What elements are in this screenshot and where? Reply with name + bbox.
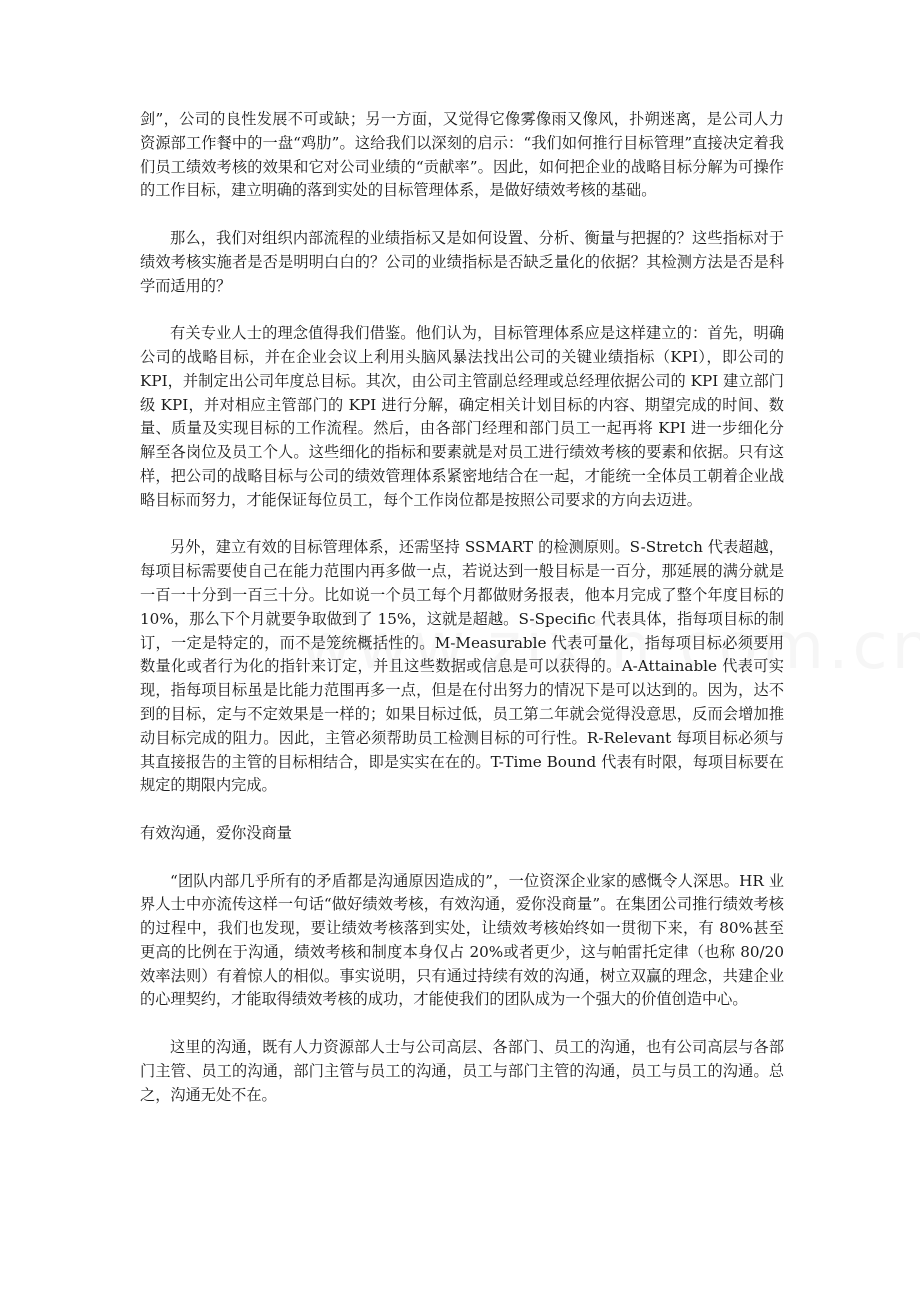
document-body bbox=[140, 108, 784, 1131]
paragraph-3: 有关专业人士的理念值得我们借鉴。他们认为，目标管理体系应是这样建立的：首先，明确公司的战略目标，并在企业会议上利用头脑风暴法找出公司的关键业绩指标（KPI），即公司的 KPI，并制定出公司年度总目标。其次，由公司主管副总经理或总经理依据公司的 KPI 建立部门级 KPI，并对相应主管部门的 KPI 进行分解，确定相关计划目标的内容、期望完成的时间、数量、质量及实现目标的工作流程。然后，由各部门经理和部门员工一起再将 KPI 进一步细化分解至各岗位及员工个人。这些细化的指标和要素就是对员工进行绩效考核的要素和依据。只有这样，把公司的战略目标与公司的绩效管理体系紧密地结合在一起，才能统一全体员工朝着企业战略目标而努力，才能保证每位员工，每个工作岗位都是按照公司要求的方向去迈进。 bbox=[140, 324, 784, 509]
paragraph-5: “团队内部几乎所有的矛盾都是沟通原因造成的”，一位资深企业家的感慨令人深思。HR 业界人士中亦流传这样一句话“做好绩效考核，有效沟通，爱你没商量”。在集团公司推行绩效考核的过程中，我们也发现，要让绩效考核落到实处，让绩效考核始终如一贯彻下来，有 80%甚至更高的比例在于沟通，绩效考核和制度本身仅占 20%或者更少，这与帕雷托定律（也称 80/20 效率法则）有着惊人的相似。事实说明，只有通过持续有效的沟通，树立双赢的理念，共建企业的心理契约，才能取得绩效考核的成功，才能使我们的团队成为一个强大的价值创造中心。 bbox=[140, 871, 784, 1009]
paragraph-2: 那么，我们对组织内部流程的业绩指标又是如何设置、分析、衡量与把握的？这些指标对于绩效考核实施者是否是明明白白的？公司的业绩指标是否缺乏量化的依据？其检测方法是否是科学而适用的？ bbox=[140, 228, 784, 295]
paragraph-1: 剑”，公司的良性发展不可或缺；另一方面，又觉得它像雾像雨又像风，扑朔迷离，是公司人力资源部工作餐中的一盘“鸡肋”。这给我们以深刻的启示：“我们如何推行目标管理”直接决定着我们员工绩效考核的效果和它对公司业绩的“贡献率”。因此，如何把企业的战略目标分解为可操作的工作目标，建立明确的落到实处的目标管理体系，是做好绩效考核的基础。 bbox=[140, 110, 784, 200]
section-heading: 有效沟通，爱你没商量 bbox=[140, 823, 292, 842]
paragraph-6: 这里的沟通，既有人力资源部人士与公司高层、各部门、员工的沟通，也有公司高层与各部门主管、员工的沟通，部门主管与员工的沟通，员工与部门主管的沟通，员工与员工的沟通。总之，沟通无处不在。 bbox=[140, 1038, 784, 1104]
paragraph-4: 另外，建立有效的目标管理体系，还需坚持 SSMART 的检测原则。S-Stretch 代表超越，每项目标需要使自己在能力范围内再多做一点，若说达到一般目标是一百分，那延展的满分就是一百一十分到一百三十分。比如说一个员工每个月都做财务报表，他本月完成了整个年度目标的 10%，那么下个月就要争取做到了 15%，这就是超越。S-Specific 代表具体，指每项目标的制订，一定是特定的，而不是笼统概括性的。M-Measurable 代表可量化，指每项目标必须要用数量化或者行为化的指针来订定，并且这些数据或信息是可以获得的。A-Attainable 代表可实现，指每项目标虽是比能力范围再多一点，但是在付出努力的情况下是可以达到的。因为，达不到的目标，定与不定效果是一样的；如果目标过低，员工第二年就会觉得没意思，反而会增加推动目标完成的阻力。因此，主管必须帮助员工检测目标的可行性。R-Relevant 每项目标必须与其直接报告的主管的目标相结合，即是实实在在的。T-Time Bound 代表有时限，每项目标要在规定的期限内完成。 bbox=[140, 538, 784, 795]
